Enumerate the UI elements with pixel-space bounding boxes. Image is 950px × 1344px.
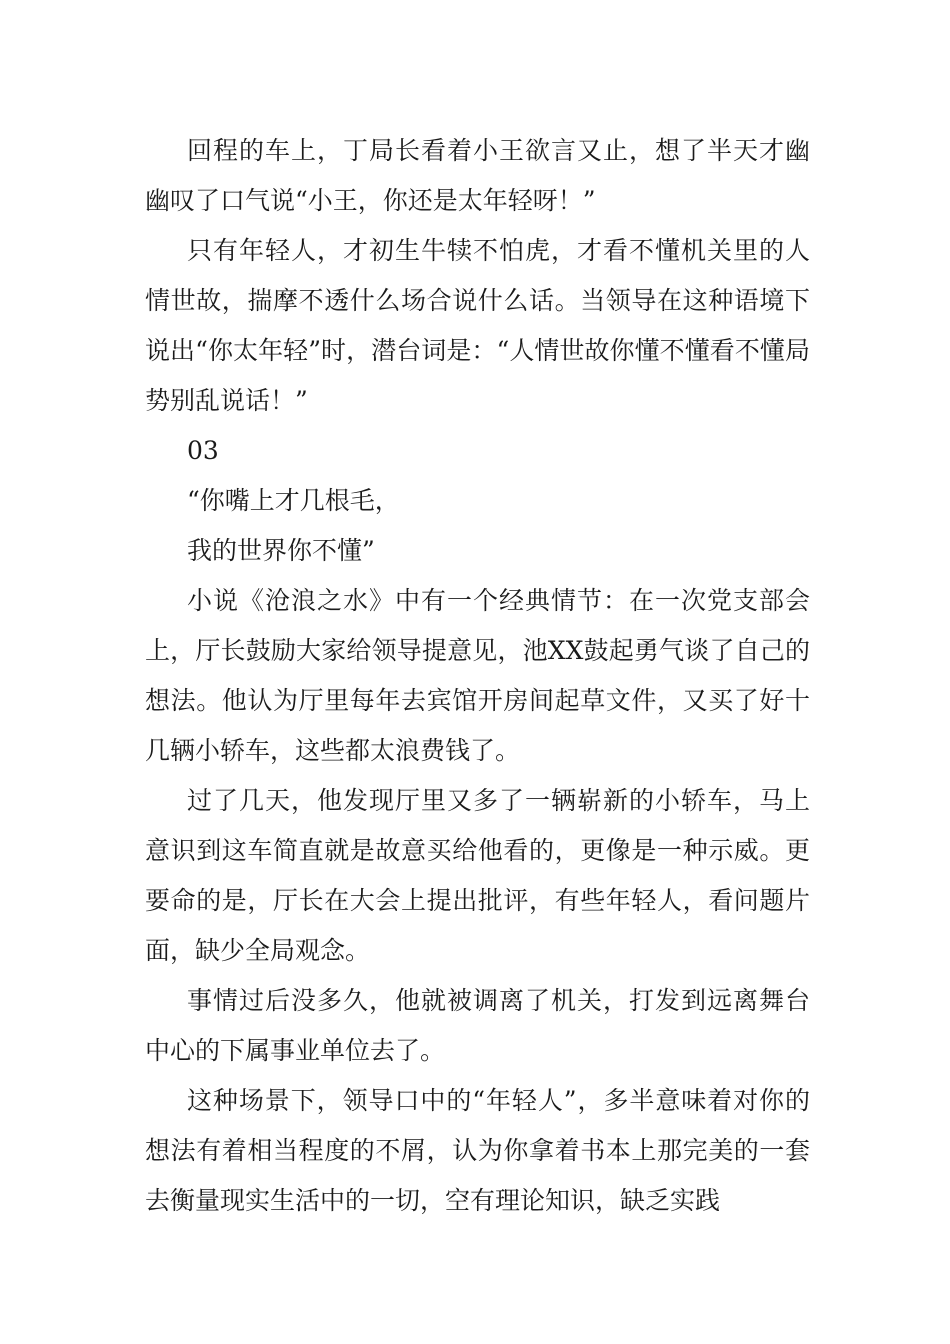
paragraph-scene-meaning: 这种场景下，领导口中的“年轻人”，多半意味着对你的想法有着相当程度的不屑，认为你拿着书本上那完美的一套去衡量现实生活中的一切，空有理论知识，缺乏实践: [145, 1086, 810, 1215]
paragraph-new-car: 过了几天，他发现厅里又多了一辆崭新的小轿车，马上意识到这车简直就是故意买给他看的，更像是一种示威。更要命的是，厅长在大会上提出批评，有些年轻人，看问题片面，缺少全局观念。: [145, 786, 810, 965]
section-number: 03: [187, 436, 219, 465]
article-body: [145, 126, 810, 1226]
section-heading-line-2: 我的世界你不懂”: [187, 536, 375, 565]
paragraph-only-young: 只有年轻人，才初生牛犊不怕虎，才看不懂机关里的人情世故，揣摩不透什么场合说什么话。当领导在这种语境下说出“你太年轻”时，潜台词是：“人情世故你懂不懂看不懂局势别乱说话！”: [145, 236, 810, 415]
section-heading-line-1: “你嘴上才几根毛，: [187, 486, 400, 515]
paragraph-transferred: 事情过后没多久，他就被调离了机关，打发到远离舞台中心的下属事业单位去了。: [145, 986, 810, 1065]
paragraph-novel-plot: 小说《沧浪之水》中有一个经典情节：在一次党支部会上，厅长鼓励大家给领导提意见，池XX鼓起勇气谈了自己的想法。他认为厅里每年去宾馆开房间起草文件，又买了好十几辆小轿车，这些都太浪费钱了。: [145, 586, 810, 765]
paragraph-return-trip: 回程的车上，丁局长看着小王欲言又止，想了半天才幽幽叹了口气说“小王，你还是太年轻呀！”: [145, 136, 810, 215]
